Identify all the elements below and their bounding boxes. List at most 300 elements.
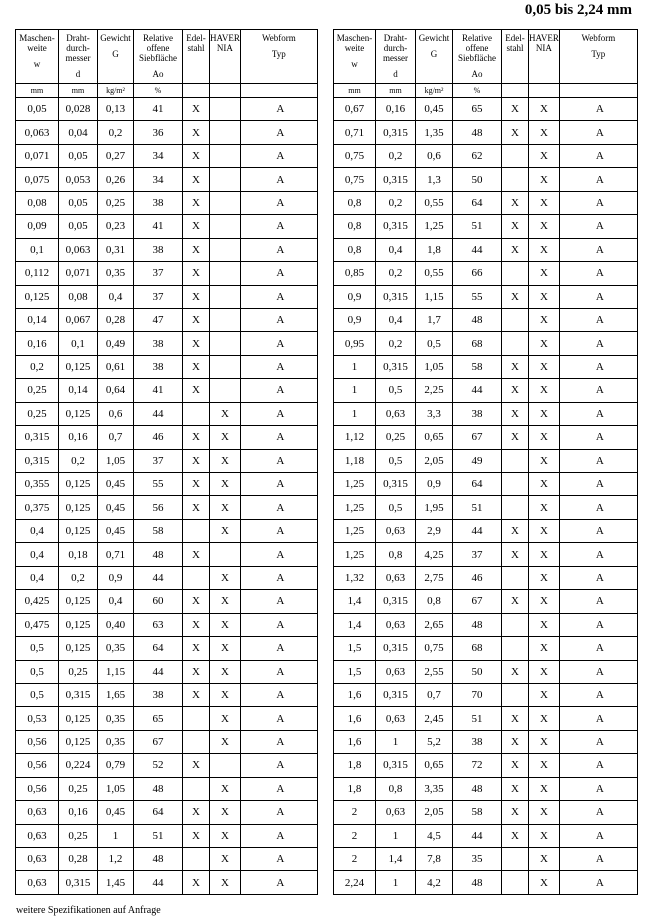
cell-open-area: 37 (134, 285, 183, 308)
cell-haver-nia (210, 262, 241, 285)
cell-open-area: 58 (453, 801, 502, 824)
cell-open-area: 44 (453, 238, 502, 261)
column-symbol: w (33, 59, 41, 69)
cell-stainless-steel (502, 848, 529, 871)
table-row (16, 144, 318, 167)
cell-wire-diameter: 0,2 (376, 332, 416, 355)
table-row (16, 566, 318, 589)
cell-weight: 0,8 (416, 590, 453, 613)
cell-weight: 0,4 (98, 590, 134, 613)
column-label: Gewicht (418, 33, 450, 43)
cell-wire-diameter: 0,5 (376, 379, 416, 402)
column-label: Maschen-weite (19, 33, 55, 53)
cell-haver-nia: X (529, 473, 560, 496)
cell-open-area: 55 (134, 473, 183, 496)
table-row (334, 308, 638, 331)
table-row (16, 543, 318, 566)
cell-stainless-steel: X (183, 332, 210, 355)
cell-weight: 0,9 (98, 566, 134, 589)
column-symbol: Ao (471, 69, 483, 79)
cell-stainless-steel: X (183, 543, 210, 566)
cell-stainless-steel (502, 566, 529, 589)
table-row (334, 590, 638, 613)
cell-haver-nia: X (529, 144, 560, 167)
cell-open-area: 47 (134, 308, 183, 331)
cell-open-area: 51 (453, 707, 502, 730)
cell-wire-diameter: 0,63 (376, 613, 416, 636)
cell-wire-diameter: 0,63 (376, 519, 416, 542)
table-row (16, 613, 318, 636)
cell-weight: 5,2 (416, 730, 453, 753)
column-symbol: G (112, 49, 119, 59)
cell-weight: 0,6 (416, 144, 453, 167)
cell-wire-diameter: 0,05 (59, 191, 98, 214)
cell-weave-type: A (240, 683, 317, 706)
table-row (16, 238, 318, 261)
cell-stainless-steel (183, 777, 210, 800)
cell-weave-type: A (240, 379, 317, 402)
cell-weave-type: A (240, 191, 317, 214)
cell-stainless-steel: X (183, 215, 210, 238)
cell-wire-diameter: 0,16 (376, 98, 416, 121)
cell-open-area: 35 (453, 848, 502, 871)
table-row (16, 473, 318, 496)
cell-wire-diameter: 0,053 (59, 168, 98, 191)
cell-weight: 0,55 (416, 262, 453, 285)
cell-haver-nia: X (210, 402, 241, 425)
cell-haver-nia (210, 285, 241, 308)
column-symbol: G (430, 49, 438, 59)
cell-weight: 1,8 (416, 238, 453, 261)
table-row (16, 308, 318, 331)
cell-weave-type: A (240, 308, 317, 331)
cell-stainless-steel: X (502, 519, 529, 542)
cell-haver-nia: X (210, 566, 241, 589)
table-row (334, 402, 638, 425)
cell-open-area: 64 (134, 801, 183, 824)
cell-stainless-steel: X (183, 683, 210, 706)
cell-weight: 0,13 (98, 98, 134, 121)
unit-cell: kg/m² (416, 84, 453, 98)
cell-weave-type: A (559, 121, 637, 144)
cell-weight: 1,45 (98, 871, 134, 894)
cell-mesh-width: 0,09 (16, 215, 59, 238)
cell-wire-diameter: 0,315 (59, 683, 98, 706)
cell-weave-type: A (559, 566, 637, 589)
cell-weave-type: A (559, 707, 637, 730)
cell-weave-type: A (240, 285, 317, 308)
cell-weight: 0,45 (416, 98, 453, 121)
cell-mesh-width: 0,063 (16, 121, 59, 144)
cell-weight: 0,45 (98, 473, 134, 496)
cell-wire-diameter: 0,315 (376, 473, 416, 496)
cell-stainless-steel: X (183, 801, 210, 824)
cell-open-area: 41 (134, 98, 183, 121)
cell-weight: 1,2 (98, 848, 134, 871)
cell-haver-nia: X (210, 801, 241, 824)
cell-wire-diameter: 0,224 (59, 754, 98, 777)
cell-haver-nia: X (529, 566, 560, 589)
cell-weight: 1,25 (416, 215, 453, 238)
cell-open-area: 38 (134, 683, 183, 706)
table-row (334, 473, 638, 496)
cell-weight: 0,40 (98, 613, 134, 636)
cell-open-area: 38 (134, 332, 183, 355)
cell-wire-diameter: 0,063 (59, 238, 98, 261)
cell-open-area: 64 (453, 191, 502, 214)
cell-open-area: 44 (134, 660, 183, 683)
cell-weave-type: A (240, 168, 317, 191)
cell-stainless-steel: X (183, 121, 210, 144)
cell-weight: 1,95 (416, 496, 453, 519)
cell-open-area: 34 (134, 168, 183, 191)
column-symbol: d (75, 69, 81, 79)
cell-open-area: 38 (134, 238, 183, 261)
cell-weight: 0,55 (416, 191, 453, 214)
cell-weave-type: A (240, 238, 317, 261)
cell-wire-diameter: 0,25 (59, 777, 98, 800)
cell-weave-type: A (559, 777, 637, 800)
table-row (334, 285, 638, 308)
cell-weave-type: A (559, 824, 637, 847)
cell-wire-diameter: 0,4 (376, 308, 416, 331)
table-row (16, 730, 318, 753)
cell-weave-type: A (240, 543, 317, 566)
cell-stainless-steel: X (183, 285, 210, 308)
cell-stainless-steel (502, 637, 529, 660)
cell-mesh-width: 0,5 (16, 660, 59, 683)
table-row (16, 871, 318, 894)
cell-wire-diameter: 0,125 (59, 613, 98, 636)
cell-haver-nia (210, 543, 241, 566)
cell-mesh-width: 0,475 (16, 613, 59, 636)
table-row (16, 402, 318, 425)
column-label: Relative offene Siebfläche (139, 33, 177, 63)
table-row (334, 637, 638, 660)
cell-mesh-width: 0,75 (334, 168, 376, 191)
table-row (334, 566, 638, 589)
cell-weave-type: A (240, 637, 317, 660)
cell-open-area: 44 (453, 519, 502, 542)
cell-wire-diameter: 0,8 (376, 777, 416, 800)
cell-open-area: 51 (134, 824, 183, 847)
cell-wire-diameter: 0,067 (59, 308, 98, 331)
table-row (334, 801, 638, 824)
cell-wire-diameter: 0,315 (376, 121, 416, 144)
cell-open-area: 44 (134, 402, 183, 425)
table-row (334, 824, 638, 847)
cell-mesh-width: 0,375 (16, 496, 59, 519)
cell-haver-nia: X (210, 730, 241, 753)
cell-stainless-steel (183, 707, 210, 730)
column-header-weave-type (559, 30, 637, 84)
cell-mesh-width: 0,14 (16, 308, 59, 331)
table-row (16, 848, 318, 871)
cell-haver-nia: X (210, 824, 241, 847)
cell-haver-nia: X (529, 168, 560, 191)
cell-stainless-steel: X (183, 637, 210, 660)
cell-haver-nia: X (210, 848, 241, 871)
cell-haver-nia (210, 332, 241, 355)
cell-open-area: 37 (134, 262, 183, 285)
cell-weave-type: A (240, 519, 317, 542)
cell-weight: 0,45 (98, 496, 134, 519)
cell-mesh-width: 0,08 (16, 191, 59, 214)
cell-weight: 2,05 (416, 801, 453, 824)
cell-weave-type: A (240, 730, 317, 753)
cell-open-area: 72 (453, 754, 502, 777)
column-header-mesh-width (16, 30, 59, 84)
cell-stainless-steel: X (502, 707, 529, 730)
column-symbol: d (393, 69, 398, 79)
cell-open-area: 67 (134, 730, 183, 753)
table-row (16, 754, 318, 777)
cell-mesh-width: 0,9 (334, 308, 376, 331)
table-row (16, 683, 318, 706)
cell-mesh-width: 0,075 (16, 168, 59, 191)
table-row (334, 660, 638, 683)
cell-weave-type: A (240, 449, 317, 472)
unit-cell (559, 84, 637, 98)
cell-mesh-width: 0,67 (334, 98, 376, 121)
cell-wire-diameter: 0,125 (59, 402, 98, 425)
table-row (16, 777, 318, 800)
cell-open-area: 38 (453, 402, 502, 425)
cell-weave-type: A (559, 262, 637, 285)
cell-stainless-steel: X (502, 98, 529, 121)
cell-mesh-width: 1,18 (334, 449, 376, 472)
cell-open-area: 44 (134, 871, 183, 894)
table-row (16, 496, 318, 519)
cell-weave-type: A (240, 496, 317, 519)
cell-weight: 0,7 (416, 683, 453, 706)
cell-weave-type: A (240, 754, 317, 777)
cell-haver-nia: X (529, 98, 560, 121)
column-header-wire-diameter (59, 30, 98, 84)
column-label: Draht-durch-messer (65, 33, 91, 63)
cell-haver-nia: X (210, 660, 241, 683)
cell-stainless-steel: X (183, 660, 210, 683)
cell-weight: 0,45 (98, 519, 134, 542)
cell-haver-nia (210, 355, 241, 378)
cell-haver-nia (210, 238, 241, 261)
cell-wire-diameter: 0,2 (376, 144, 416, 167)
cell-haver-nia: X (210, 777, 241, 800)
cell-weave-type: A (240, 590, 317, 613)
cell-weave-type: A (240, 777, 317, 800)
cell-stainless-steel: X (183, 98, 210, 121)
cell-weight: 0,27 (98, 144, 134, 167)
cell-weave-type: A (559, 590, 637, 613)
cell-open-area: 36 (134, 121, 183, 144)
cell-weave-type: A (559, 496, 637, 519)
table-row (16, 285, 318, 308)
cell-mesh-width: 0,63 (16, 848, 59, 871)
cell-mesh-width: 0,8 (334, 238, 376, 261)
column-header-open-area (134, 30, 183, 84)
cell-weave-type: A (559, 238, 637, 261)
cell-weight: 0,35 (98, 262, 134, 285)
cell-stainless-steel: X (502, 238, 529, 261)
cell-stainless-steel (502, 308, 529, 331)
cell-open-area: 34 (134, 144, 183, 167)
cell-weight: 2,75 (416, 566, 453, 589)
cell-weave-type: A (240, 848, 317, 871)
cell-stainless-steel (183, 519, 210, 542)
cell-stainless-steel (502, 613, 529, 636)
cell-open-area: 50 (453, 660, 502, 683)
cell-stainless-steel (183, 730, 210, 753)
cell-stainless-steel (502, 473, 529, 496)
table-row (334, 707, 638, 730)
cell-weight: 3,35 (416, 777, 453, 800)
cell-mesh-width: 2 (334, 848, 376, 871)
cell-open-area: 68 (453, 332, 502, 355)
cell-weight: 0,5 (416, 332, 453, 355)
cell-stainless-steel (502, 496, 529, 519)
cell-weave-type: A (240, 660, 317, 683)
cell-weave-type: A (559, 543, 637, 566)
table-row (16, 355, 318, 378)
cell-stainless-steel: X (502, 824, 529, 847)
cell-haver-nia (210, 121, 241, 144)
cell-weight: 0,28 (98, 308, 134, 331)
cell-stainless-steel: X (183, 308, 210, 331)
cell-weave-type: A (559, 144, 637, 167)
cell-wire-diameter: 0,125 (59, 519, 98, 542)
cell-open-area: 70 (453, 683, 502, 706)
cell-haver-nia (210, 379, 241, 402)
cell-weave-type: A (559, 519, 637, 542)
cell-haver-nia: X (529, 871, 560, 894)
cell-haver-nia (210, 308, 241, 331)
cell-weight: 2,45 (416, 707, 453, 730)
cell-open-area: 46 (453, 566, 502, 589)
cell-weave-type: A (559, 848, 637, 871)
cell-mesh-width: 0,71 (334, 121, 376, 144)
table-row (334, 426, 638, 449)
cell-stainless-steel: X (502, 660, 529, 683)
cell-open-area: 66 (453, 262, 502, 285)
cell-weight: 0,75 (416, 637, 453, 660)
cell-stainless-steel: X (183, 144, 210, 167)
column-label: Webform (261, 33, 296, 43)
cell-open-area: 48 (453, 121, 502, 144)
table-row (334, 496, 638, 519)
table-row (16, 379, 318, 402)
cell-weave-type: A (559, 402, 637, 425)
column-label: HAVER NIA (210, 33, 240, 53)
cell-haver-nia (210, 215, 241, 238)
cell-weight: 4,5 (416, 824, 453, 847)
cell-stainless-steel: X (183, 473, 210, 496)
cell-weight: 0,26 (98, 168, 134, 191)
cell-mesh-width: 1,5 (334, 637, 376, 660)
cell-mesh-width: 0,8 (334, 191, 376, 214)
column-header-weave-type (240, 30, 317, 84)
cell-haver-nia: X (529, 496, 560, 519)
cell-weave-type: A (240, 402, 317, 425)
column-label: Relative offene Siebfläche (458, 33, 496, 63)
cell-weave-type: A (559, 168, 637, 191)
unit-cell (210, 84, 241, 98)
cell-weave-type: A (559, 683, 637, 706)
cell-weight: 1 (98, 824, 134, 847)
column-label: Edel-stahl (505, 33, 525, 53)
cell-wire-diameter: 0,05 (59, 215, 98, 238)
cell-weight: 1,35 (416, 121, 453, 144)
cell-haver-nia: X (210, 683, 241, 706)
cell-open-area: 38 (134, 191, 183, 214)
unit-cell: % (134, 84, 183, 98)
cell-weave-type: A (559, 215, 637, 238)
cell-open-area: 46 (134, 426, 183, 449)
cell-weave-type: A (240, 473, 317, 496)
cell-mesh-width: 1 (334, 379, 376, 402)
cell-wire-diameter: 0,5 (376, 449, 416, 472)
cell-stainless-steel: X (183, 238, 210, 261)
table-row (334, 262, 638, 285)
cell-haver-nia: X (529, 543, 560, 566)
cell-haver-nia: X (529, 730, 560, 753)
cell-wire-diameter: 0,2 (59, 449, 98, 472)
spec-table-left (15, 29, 318, 895)
column-label: Maschen-weite (336, 33, 373, 53)
cell-mesh-width: 0,56 (16, 777, 59, 800)
table-row (16, 426, 318, 449)
cell-haver-nia: X (529, 449, 560, 472)
cell-weight: 0,71 (98, 543, 134, 566)
cell-weave-type: A (240, 262, 317, 285)
cell-haver-nia: X (529, 801, 560, 824)
cell-open-area: 38 (134, 355, 183, 378)
cell-haver-nia: X (210, 590, 241, 613)
cell-weight: 0,49 (98, 332, 134, 355)
cell-mesh-width: 1,12 (334, 426, 376, 449)
cell-open-area: 51 (453, 496, 502, 519)
cell-open-area: 48 (453, 613, 502, 636)
cell-wire-diameter: 0,028 (59, 98, 98, 121)
cell-wire-diameter: 0,5 (376, 496, 416, 519)
column-label: Webform (581, 33, 616, 43)
cell-open-area: 65 (453, 98, 502, 121)
cell-haver-nia: X (529, 238, 560, 261)
cell-weight: 0,35 (98, 637, 134, 660)
units-row (16, 84, 318, 98)
cell-haver-nia: X (529, 215, 560, 238)
cell-mesh-width: 0,1 (16, 238, 59, 261)
table-row (16, 98, 318, 121)
cell-mesh-width: 2 (334, 824, 376, 847)
cell-weight: 2,05 (416, 449, 453, 472)
cell-weight: 0,79 (98, 754, 134, 777)
cell-haver-nia: X (210, 449, 241, 472)
table-row (334, 871, 638, 894)
cell-open-area: 44 (134, 566, 183, 589)
cell-haver-nia: X (529, 824, 560, 847)
cell-mesh-width: 1,6 (334, 730, 376, 753)
cell-open-area: 64 (453, 473, 502, 496)
cell-haver-nia (210, 144, 241, 167)
unit-cell (240, 84, 317, 98)
table-row (334, 144, 638, 167)
cell-open-area: 58 (134, 519, 183, 542)
cell-open-area: 49 (453, 449, 502, 472)
cell-mesh-width: 0,355 (16, 473, 59, 496)
cell-mesh-width: 1,8 (334, 754, 376, 777)
cell-haver-nia: X (529, 308, 560, 331)
cell-stainless-steel: X (183, 191, 210, 214)
